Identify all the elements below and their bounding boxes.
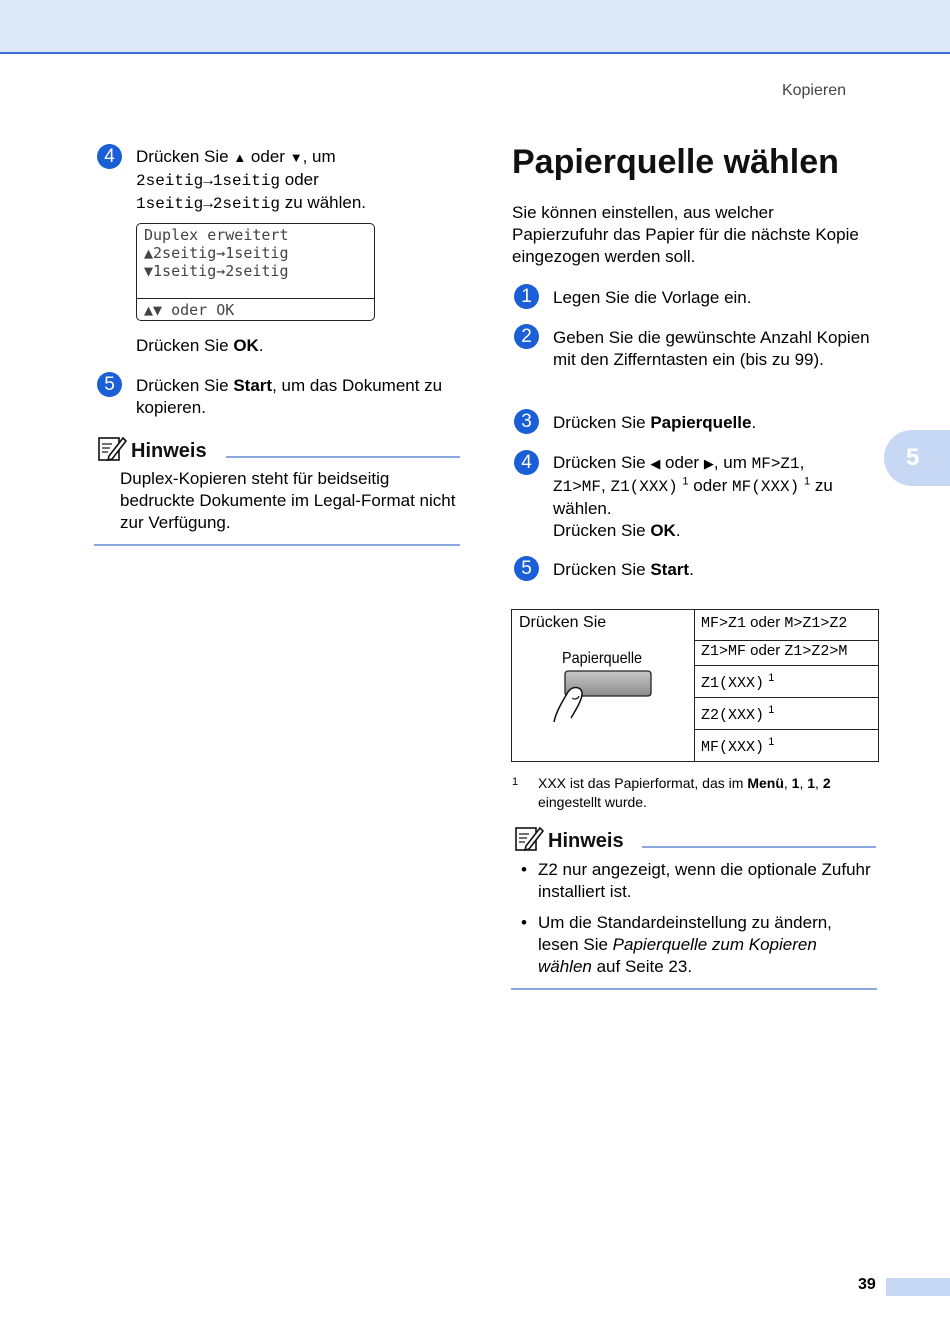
step-number-4-right: 4	[514, 450, 539, 475]
lcd-divider	[137, 298, 374, 299]
note-title-right: Hinweis	[548, 830, 624, 852]
step-1-text: Legen Sie die Vorlage ein.	[553, 288, 752, 307]
list-item: • Um die Standardeinstellung zu ändern, lesen Sie Papierquelle zum Kopieren wählen auf Seite 23.	[521, 912, 871, 978]
step-5-right-text: Drücken Sie Start.	[553, 560, 694, 579]
footnote-text: XXX ist das Papierformat, das im Menü, 1, 1, 2 eingestellt wurde.	[538, 775, 831, 810]
step-number-1: 1	[514, 284, 539, 309]
footnote-mark: 1	[512, 776, 519, 788]
section-title: Papierquelle wählen	[512, 143, 839, 181]
note-text-left: Duplex-Kopieren steht für beidseitig bedruckte Dokumente im Legal-Format nicht zur Verfügung.	[120, 469, 456, 532]
note-bottom-rule-left	[94, 544, 460, 546]
intro-text: Sie können einstellen, aus welcher Papierzufuhr das Papier für die nächste Kopie eingezogen werden soll.	[512, 203, 859, 266]
table-row: MF>Z1 oder M>Z1>Z2	[695, 610, 878, 641]
note-pencil-icon	[514, 824, 544, 854]
left-arrow-icon: ◀	[650, 456, 661, 471]
step-number-3: 3	[514, 409, 539, 434]
step-5-left-text: Drücken Sie Start, um das Dokument zu kopieren.	[136, 376, 443, 417]
top-header-band	[0, 0, 950, 54]
step-4-right-text: Drücken Sie ◀ oder ▶, um MF>Z1, Z1>MF, Z1(XXX) $^1$ oder MF(XXX) $^1$ zu wählen. Drücken Sie OK.	[553, 453, 833, 540]
press-ok-text: Drücken Sie OK.	[136, 336, 264, 355]
table-press-label: Drücken Sie	[519, 614, 607, 631]
table-row: MF(XXX) $^1$	[701, 736, 775, 756]
note-rule-right	[642, 846, 876, 848]
page-number: 39	[858, 1276, 876, 1293]
step-number-4-left: 4	[97, 144, 122, 169]
lcd-display	[136, 223, 375, 321]
paper-source-table	[511, 609, 879, 762]
chapter-tab: 5	[884, 430, 950, 486]
lcd-line-4: ▲▼ oder OK	[144, 301, 235, 319]
table-row: Z1(XXX) $^1$	[695, 666, 878, 698]
running-header: Kopieren	[781, 82, 846, 99]
step-number-5-right: 5	[514, 556, 539, 581]
step-number-5-left: 5	[97, 372, 122, 397]
table-row: Z2(XXX) $^1$	[695, 698, 878, 730]
list-item: • Z2 nur angezeigt, wenn die optionale Zufuhr installiert ist.	[521, 859, 871, 903]
page-number-tab	[886, 1278, 950, 1296]
step-2-text: Geben Sie die gewünschte Anzahl Kopien mit den Zifferntasten ein (bis zu 99).	[553, 328, 870, 369]
up-arrow-icon: ▲	[233, 150, 247, 165]
lcd-line-3: ▼1seitig→2seitig	[144, 262, 289, 280]
right-arrow-icon: ▶	[703, 456, 714, 471]
papierquelle-button-label: Papierquelle	[562, 650, 643, 667]
step-number-2: 2	[514, 324, 539, 349]
table-row: Z1>MF oder Z1>Z2>M	[695, 638, 878, 666]
lcd-line-2: ▲2seitig→1seitig	[144, 244, 289, 262]
press-button-hand-icon	[550, 668, 660, 728]
step-3-text: Drücken Sie Papierquelle.	[553, 413, 757, 432]
down-arrow-icon: ▼	[289, 150, 303, 165]
table-left-cell	[512, 610, 695, 761]
note-bullet-list	[521, 859, 871, 987]
note-bottom-rule-right	[511, 988, 877, 990]
note-rule-left	[226, 456, 460, 458]
lcd-line-1: Duplex erweitert	[144, 226, 289, 244]
note-pencil-icon	[97, 434, 127, 464]
note-title-left: Hinweis	[131, 440, 207, 462]
step-4-left-text: Drücken Sie ▲ oder ▼, um 2seitig→1seitig oder 1seitig→2seitig zu wählen.	[136, 147, 367, 213]
